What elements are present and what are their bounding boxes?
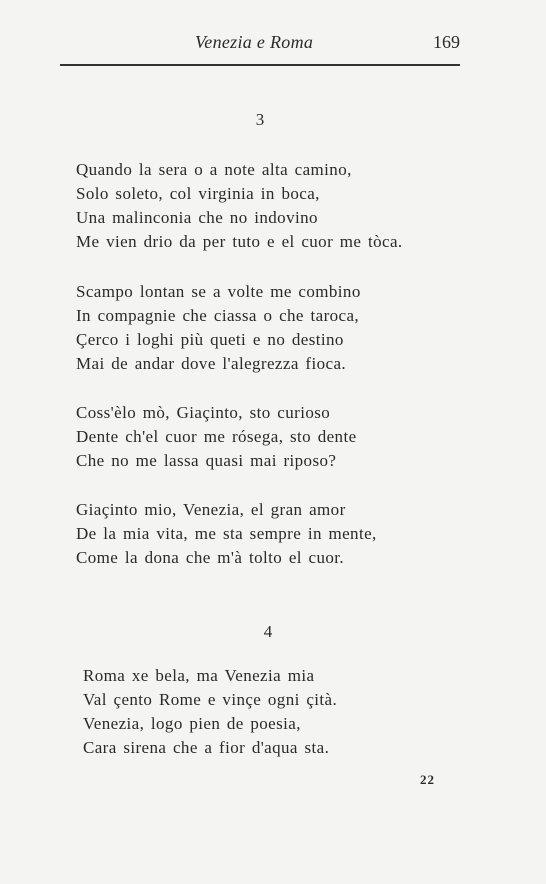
header-rule	[60, 64, 460, 66]
verse-line: Che no me lassa quasi mai riposo?	[76, 451, 337, 470]
verse-line: Quando la sera o a note alta camino,	[76, 160, 352, 179]
verse-line: Dente ch'el cuor me rósega, sto dente	[76, 427, 357, 446]
verse-line: De la mia vita, me sta sempre in mente,	[76, 524, 377, 543]
signature-mark: 22	[420, 772, 435, 787]
verse-line: Scampo lontan se a volte me combino	[76, 282, 361, 301]
page-number: 169	[433, 32, 460, 52]
verse-line: Val çento Rome e vinçe ogni çità.	[83, 690, 338, 709]
running-title: Venezia e Roma	[195, 32, 314, 52]
stanza	[76, 498, 377, 570]
stanza	[76, 158, 403, 254]
section-number: 3	[255, 110, 265, 129]
verse-line: Coss'èlo mò, Giaçinto, sto curioso	[76, 403, 331, 422]
verse-line: Me vien drio da per tuto e el cuor me tòca.	[76, 232, 403, 251]
stanza	[83, 664, 337, 760]
verse-line: In compagnie che ciassa o che taroca,	[76, 306, 360, 325]
verse-line: Giaçinto mio, Venezia, el gran amor	[76, 500, 346, 519]
verse-line: Cara sirena che a fior d'aqua sta.	[83, 738, 330, 757]
verse-line: Come la dona che m'à tolto el cuor.	[76, 548, 345, 567]
stanza	[76, 280, 361, 376]
verse-line: Mai de andar dove l'alegrezza fioca.	[76, 354, 347, 373]
verse-line: Çerco i loghi più queti e no destino	[76, 330, 344, 349]
section-number: 4	[263, 622, 273, 641]
page-header	[60, 30, 460, 54]
stanza	[76, 401, 357, 473]
verse-line: Roma xe bela, ma Venezia mia	[83, 666, 315, 685]
verse-line: Una malinconia che no indovino	[76, 208, 318, 227]
verse-line: Venezia, logo pien de poesia,	[83, 714, 301, 733]
verse-line: Solo soleto, col virginia in boca,	[76, 184, 320, 203]
